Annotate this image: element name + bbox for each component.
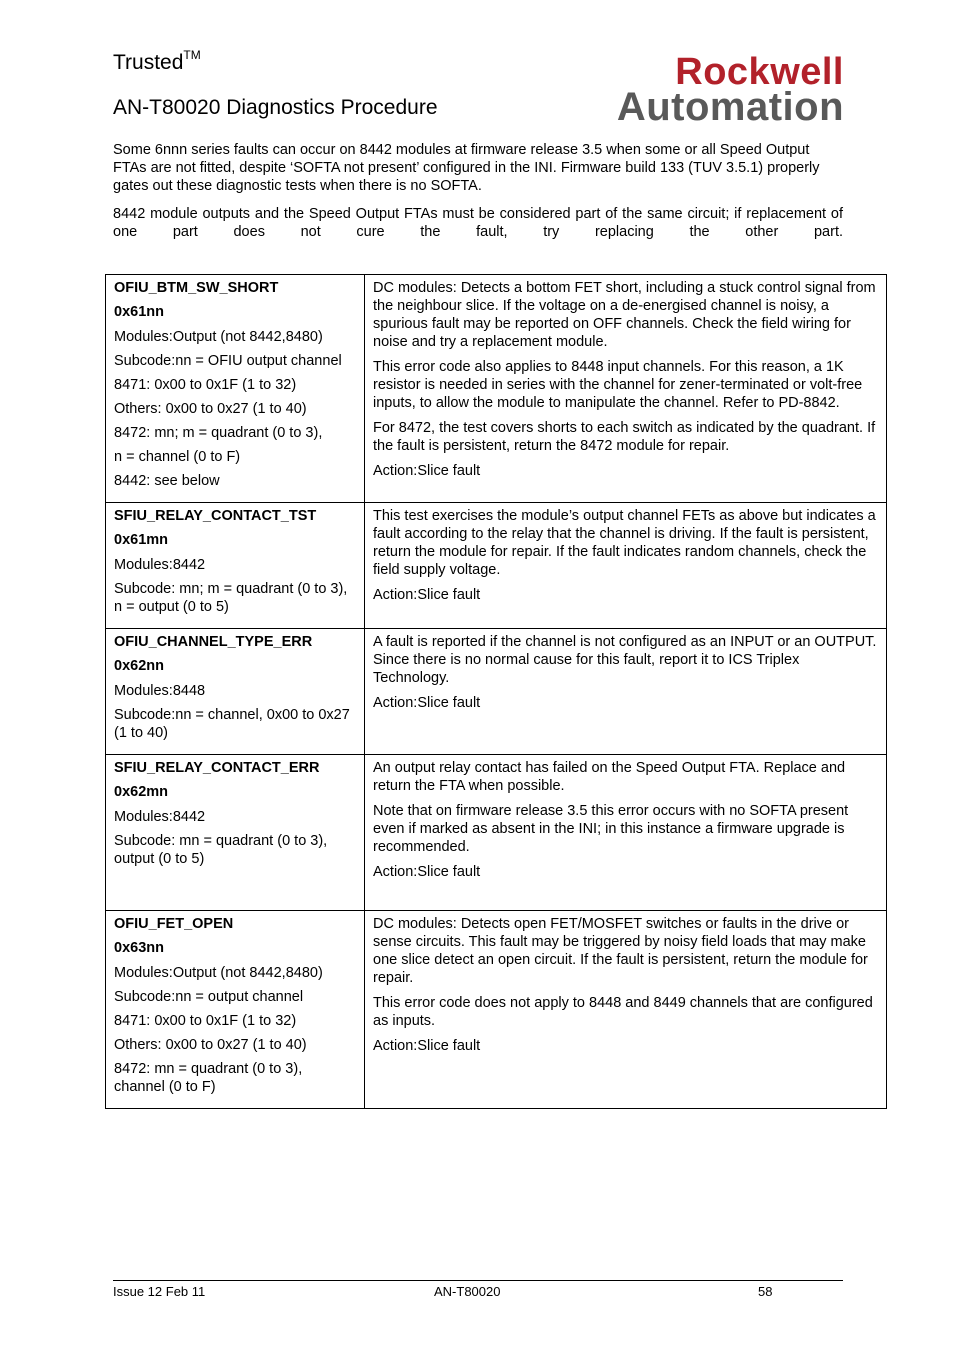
fault-description-cell [365,911,887,1109]
fault-detail: Subcode: mn = quadrant (0 to 3), output (0 to 5) [114,833,328,867]
fault-name: OFIU_BTM_SW_SHORT [114,280,279,296]
fault-id-cell [106,629,365,755]
fault-detail: 8471: 0x00 to 0x1F (1 to 32) [114,1013,297,1029]
intro-paragraph-2: 8442 module outputs and the Speed Output FTAs must be considered part of the same circuit; if replacement of one part does not cure the fault, try replacing the other part. [113,206,843,240]
table-row [106,911,887,1109]
fault-detail: 8471: 0x00 to 0x1F (1 to 32) [114,377,297,393]
table-row [106,503,887,629]
logo-line-rockwell: Rockwell [675,51,844,93]
fault-modules: Modules:Output (not 8442,8480) [114,965,323,981]
fault-code-table [105,274,887,1109]
fault-name: SFIU_RELAY_CONTACT_ERR [114,760,320,776]
document-title: AN-T80020 Diagnostics Procedure [113,96,438,119]
description-paragraph: This error code does not apply to 8448 and 8449 channels that are configured as inputs. [373,995,873,1029]
table-row [106,755,887,911]
action-text: Action:Slice fault [373,1038,481,1054]
table-row [106,275,887,503]
fault-name: OFIU_CHANNEL_TYPE_ERR [114,634,313,650]
fault-description-cell [365,755,887,911]
fault-description-cell [365,503,887,629]
description-paragraph: This test exercises the module’s output channel FETs as above but indicates a fault according to the relay that the channel is driving. If the fault is persistent, return the module for repair. If the fault indicates random channels, check the field supply voltage. [373,508,876,578]
footer-divider [113,1280,843,1281]
fault-detail: 8472: mn; m = quadrant (0 to 3), [114,425,323,441]
action-text: Action:Slice fault [373,864,481,880]
fault-id-cell [106,503,365,629]
action-text: Action:Slice fault [373,695,481,711]
fault-description-cell [365,629,887,755]
fault-modules: Modules:8448 [114,683,206,699]
action-text: Action:Slice fault [373,463,481,479]
fault-detail: Subcode:nn = OFIU output channel [114,353,342,369]
fault-code: 0x62mn [114,784,169,800]
fault-detail: 8472: mn = quadrant (0 to 3), channel (0 to F) [114,1061,303,1095]
table-row [106,629,887,755]
rockwell-automation-logo [586,53,844,127]
fault-detail: n = channel (0 to F) [114,449,241,465]
fault-code: 0x61nn [114,304,164,320]
footer-issue: Issue 12 Feb 11 [113,1284,206,1299]
description-paragraph: DC modules: Detects open FET/MOSFET switches or faults in the drive or sense circuits. This fault may be triggered by noisy field loads that may make one slice detect an open circuit. If the fault is persistent, return the module for repair. [373,916,868,986]
fault-detail: Others: 0x00 to 0x27 (1 to 40) [114,401,307,417]
footer-page-number: 58 [758,1284,773,1299]
fault-id-cell [106,911,365,1109]
fault-detail: Others: 0x00 to 0x27 (1 to 40) [114,1037,307,1053]
description-paragraph: Note that on firmware release 3.5 this error occurs with no SOFTA present even if marked as absent in the INI; in this instance a firmware upgrade is recommended. [373,803,849,855]
fault-id-cell [106,755,365,911]
brand-name: Trusted [113,51,184,74]
fault-code: 0x61mn [114,532,169,548]
fault-detail: 8442: see below [114,473,220,489]
fault-code: 0x63nn [114,940,164,956]
brand-title [113,50,201,75]
fault-code: 0x62nn [114,658,164,674]
description-paragraph: DC modules: Detects a bottom FET short, including a stuck control signal from the neighbour slice. If the voltage on a de-energised channel is noisy, a spurious fault may be reported on OFF channels. Check the field wiring for noise and try a replacement module. [373,280,876,350]
description-paragraph: An output relay contact has failed on the Speed Output FTA. Replace and return the FTA when possible. [373,760,846,794]
intro-paragraph-1: Some 6nnn series faults can occur on 8442 modules at firmware release 3.5 when some or all Speed Output FTAs are not fitted, despite ‘SOFTA not present’ configured in the INI. Firmware build 133 (TUV 3.5.1) properly gates out these diagnostic tests when there is no SOFTA. [113,142,820,194]
fault-modules: Modules:Output (not 8442,8480) [114,329,323,345]
fault-modules: Modules:8442 [114,809,206,825]
footer-doc-id: AN-T80020 [434,1284,501,1299]
fault-detail: Subcode:nn = output channel [114,989,304,1005]
fault-detail: Subcode:nn = channel, 0x00 to 0x27 (1 to 40) [114,707,350,741]
fault-name: SFIU_RELAY_CONTACT_TST [114,508,317,524]
fault-name: OFIU_FET_OPEN [114,916,234,932]
description-paragraph: This error code also applies to 8448 input channels. For this reason, a 1K resistor is needed in series with the channel for zener-terminated or volt-free inputs, to allow the module to manipulate the channel. Refer to PD-8842. [373,359,863,411]
logo-line-automation: Automation [616,85,844,129]
fault-id-cell [106,275,365,503]
fault-modules: Modules:8442 [114,557,206,573]
fault-description-cell [365,275,887,503]
description-paragraph: For 8472, the test covers shorts to each switch as indicated by the quadrant. If the fault is persistent, return the 8472 module for repair. [373,420,876,454]
fault-detail: Subcode: mn; m = quadrant (0 to 3), n = output (0 to 5) [114,581,348,615]
trademark-sup: TM [183,48,201,62]
action-text: Action:Slice fault [373,587,481,603]
description-paragraph: A fault is reported if the channel is not configured as an INPUT or an OUTPUT. Since there is no normal cause for this fault, report it to ICS Triplex Technology. [373,634,877,686]
